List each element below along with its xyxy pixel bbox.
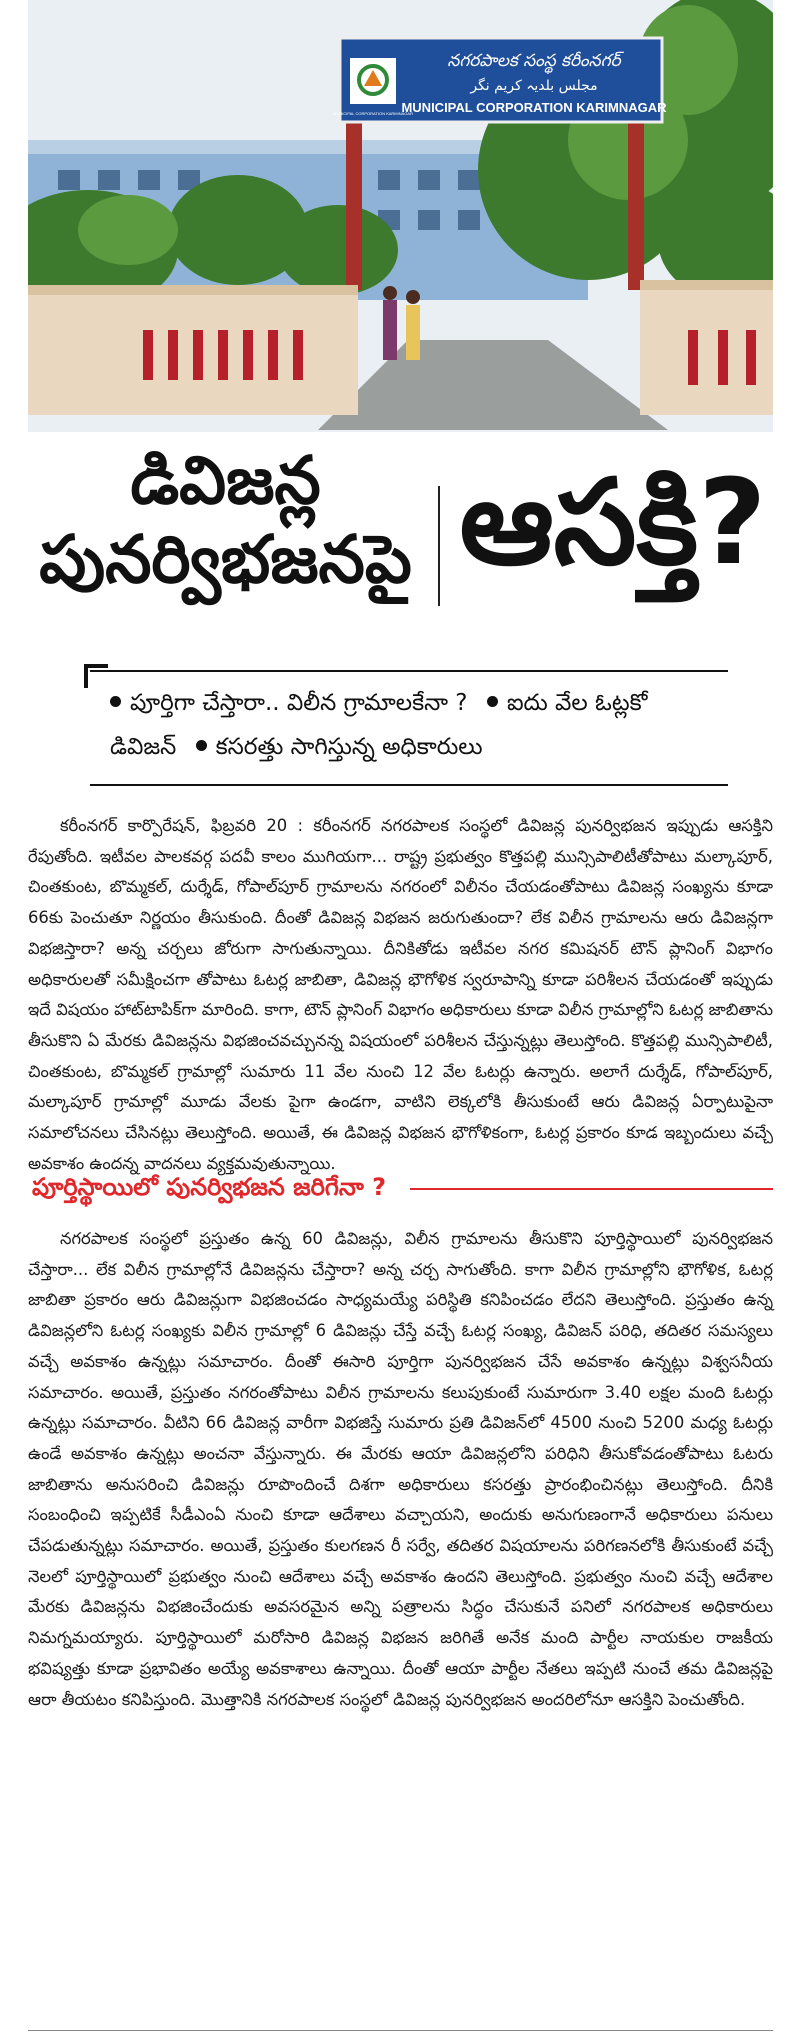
subheadline-box (90, 670, 728, 786)
headline-line1: డివిజన్ల (130, 442, 321, 519)
sign-urdu: مجلس بلدیہ کریم نگر (470, 78, 598, 94)
news-photo (28, 0, 773, 432)
logo-caption: MUNICIPAL CORPORATION KARIMNAGAR (333, 111, 413, 116)
subheadline-item2: ఐదు వేల ఓట్లకో (506, 690, 648, 716)
sign-telugu: నగరపాలక సంస్థ కరీంనగర్ (447, 51, 621, 71)
subheadline-line1 (110, 688, 647, 718)
headline-divider (438, 486, 440, 606)
headline-left (28, 442, 423, 599)
headline-emphasis: ఆసక్తి? (459, 453, 767, 591)
article-paragraph-1: కరీంనగర్ కార్పొరేషన్, ఫిబ్రవరి 20 : కరీంనగర్ నగరపాలక సంస్థలో డివిజన్ల పునర్విభజన ఇప్పుడు ఆసక్తిని రేపుతోంది. ఇటీవల పాలకవర్గ పదవీ కాలం ముగియగా... రాష్ట్ర ప్రభుత్వం కొత్తపల్లి మున్సిపాలిటీతోపాటు మల్కాపూర్, చింతకుంట, బొమ్మకల్, దుర్శేడ్, గోపాల్‌పూర్ గ్రామాలను నగరంలో విలీనం చేయడంతోపాటు డివిజన్ల సంఖ్యను కూడా 66కు పెంచుతూ నిర్ణయం తీసుకుంది. దీంతో డివిజన్ల విభజన జరుగుతుందా? లేక విలీన గ్రామాలను ఆరు డివిజన్లగా విభజిస్తారా? అన్న చర్చలు జోరుగా సాగుతున్నాయి. దీనికితోడు ఇటీవల నగర కమిషనర్ టౌన్ ప్లానింగ్ విభాగం అధికారులతో సమీక్షించగా తోపాటు ఓటర్ల జాబితా, డివిజన్ల భౌగోళిక స్వరూపాన్ని కూడా పరిశీలన చేయడంతో ఇప్పుడు ఇదే విషయం హాట్‌టాపిక్‌గా మారింది. కాగా, టౌన్ ప్లానింగ్ విభాగం అధికారులు కూడా విలీన గ్రామాల్లోని ఓటర్ల జాబితాను తీసుకొని ఏ మేరకు డివిజన్లను విభజించవచ్చునన్న విషయంలో పరిశీలన చేస్తున్నట్లు తెలుస్తోంది. కొత్తపల్లి మున్సిపాలిటీ, చింతకుంట, బొమ్మకల్ గ్రామాల్లో సుమారు 11 వేల నుంచి 12 వేల ఓటర్లు ఉన్నారు. అలాగే దుర్శేడ్, గోపాల్‌పూర్, మల్కాపూర్ గ్రామాల్లో మూడు వేలకు పైగా ఉండగా, వాటిని లెక్కలోకి తీసుకుంటే ఆరు డివిజన్ల ఏర్పాటుపైనా సమాలోచనలు చేసినట్లు తెలుస్తోంది. అయితే, ఈ డివిజన్ల విభజన భౌగోళికంగా, ఓటర్ల ప్రకారం కూడ ఇబ్బందులు వచ్చే అవకాశం ఉందన్న వాదనలు వ్యక్తమవుతున్నాయి. (28, 816, 773, 1173)
article-paragraph-2: నగరపాలక సంస్థలో ప్రస్తుతం ఉన్న 60 డివిజన్లు, విలీన గ్రామాలను తీసుకొని పూర్తిస్థాయిలో పునర్విభజన చేస్తారా... లేక విలీన గ్రామాల్లోనే డివిజన్లను చేస్తారా? అన్న చర్చ సాగుతోంది. కాగా విలీన గ్రామాల్లోని భౌగోళిక, ఓటర్ల జాబితా ప్రకారం ఆరు డివిజన్లుగా విభజించడం సాధ్యమయ్యే పరిస్థితి కనిపించడం లేదని తెలుస్తోంది. ప్రస్తుతం ఉన్న డివిజన్లలోని ఓటర్ల సంఖ్యకు విలీన గ్రామాల్లో 6 డివిజన్లు చేస్తే వచ్చే ఓటర్ల సంఖ్య, డివిజన్ పరిధి, తదితర సమస్యలు వచ్చే అవకాశం ఉన్నట్లు సమాచారం. దీంతో ఈసారి పూర్తిగా పునర్విభజన చేసే అవకాశం ఉన్నట్లు విశ్వసనీయ సమాచారం. అయితే, ప్రస్తుతం నగరంతోపాటు విలీన గ్రామాలను కలుపుకుంటే సుమారుగా 3.40 లక్షల మంది ఓటర్లు ఉన్నట్లు సమాచారం. వీటిని 66 డివిజన్ల వారీగా విభజిస్తే సుమారు ప్రతి డివిజన్‌లో 4500 నుంచి 5200 మధ్య ఓటర్లు ఉండే అవకాశం ఉన్నట్లు అంచనా వేస్తున్నారు. ఈ మేరకు ఆయా డివిజన్లలోని పరిధిని తీసుకోవడంతోపాటు ఓటరు జాబితాను అనుసరించి డివిజన్లు రూపొందించే దిశగా అధికారులు కసరత్తు ప్రారంభించినట్లు తెలుస్తోంది. దీనికి సంబంధించి ఇప్పటికే సీడీఎంఏ నుంచి కూడా ఆదేశాలు వచ్చాయని, అందుకు అనుగుణంగానే అధికారులు పనులు చేపడుతున్నట్లు సమాచారం. అయితే, ప్రస్తుతం కులగణన రీ సర్వే, తదితర విషయాలను పరిగణనలోకి తీసుకుంటే వచ్చే నెలలో పూర్తిస్థాయిలో ప్రభుత్వం నుంచి ఆదేశాలు వచ్చే అవకాశం ఉందని తెలుస్తోంది. ప్రభుత్వం నుంచి వచ్చే ఆదేశాల మేరకు డివిజన్లను విభజించేందుకు అవసరమైన అన్ని పత్రాలను సిద్ధం చేసుకునే పనిలో నగరపాలక అధికారులు నిమగ్నమయ్యారు. పూర్తిస్థాయిలో మరోసారి డివిజన్ల విభజన జరిగితే అనేక మంది పార్టీల నాయకుల రాజకీయ భవిష్యత్తు కూడా ప్రభావితం అయ్యే అవకాశాలు ఉన్నాయి. దీంతో ఆయా పార్టీల నేతలు ఇప్పటి నుంచే తమ డివిజన్లపై ఆరా తీయటం కనిపిస్తుంది. మొత్తానికి నగరపాలక సంస్థలో డివిజన్ల పునర్విభజన అందరిలోనూ ఆసక్తిని పెంచుతోంది. (28, 1229, 773, 1709)
subheadline-item1: పూర్తిగా చేస్తారా.. విలీన గ్రామాలకేనా ? (130, 690, 468, 716)
bullet-icon (487, 696, 498, 707)
headline (28, 440, 773, 645)
sign-english: MUNICIPAL CORPORATION KARIMNAGAR (401, 100, 667, 115)
section-heading: పూర్తిస్థాయిలో పునర్విభజన జరిగేనా ? (32, 1173, 387, 1201)
bullet-icon (196, 740, 207, 751)
subheadline-item2-cont: డివిజన్ (110, 734, 177, 760)
section-heading-rule (410, 1188, 773, 1190)
bottom-rule (28, 2030, 773, 2031)
subheadline-line2 (110, 732, 483, 762)
headline-line2: పునర్విభజనపై (39, 521, 412, 599)
bullet-icon (110, 696, 121, 707)
subheadline-item3: కసరత్తు సాగిస్తున్న అధికారులు (215, 734, 483, 760)
corner-bracket (84, 664, 108, 688)
